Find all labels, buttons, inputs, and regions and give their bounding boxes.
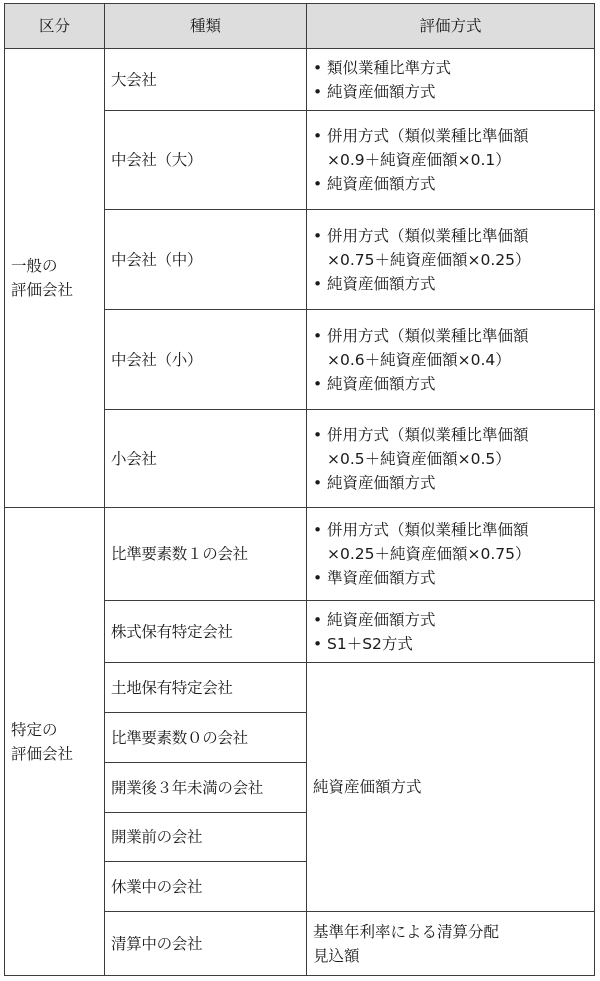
shared-method-cell: 純資産価額方式 [307,663,595,912]
method-list [313,324,588,396]
method-cell [307,601,595,663]
type-cell: 清算中の会社 [105,912,307,976]
method-cell [307,111,595,210]
method-item: • 併用方式（類似業種比準価額 ×0.25＋純資産価額×0.75） [313,518,588,566]
type-cell: 土地保有特定会社 [105,663,307,713]
method-item: • 準資産価額方式 [313,566,588,590]
header-category: 区分 [5,4,105,49]
method-list [313,124,588,196]
method-item: • 併用方式（類似業種比準価額 ×0.9＋純資産価額×0.1） [313,124,588,172]
header-method: 評価方式 [307,4,595,49]
method-cell [307,310,595,410]
method-list [313,608,588,656]
type-cell: 開業後３年未満の会社 [105,763,307,813]
type-cell: 中会社（小） [105,310,307,410]
type-cell: 株式保有特定会社 [105,601,307,663]
type-cell: 開業前の会社 [105,813,307,862]
method-item: • 併用方式（類似業種比準価額 ×0.6＋純資産価額×0.4） [313,324,588,372]
method-item: • 純資産価額方式 [313,172,588,196]
type-cell: 小会社 [105,410,307,508]
type-cell: 中会社（大） [105,111,307,210]
method-cell [307,210,595,310]
method-item: • 併用方式（類似業種比準価額 ×0.75＋純資産価額×0.25） [313,224,588,272]
method-item: • 類似業種比準方式 [313,56,588,80]
method-item: • 純資産価額方式 [313,372,588,396]
header-row [5,4,595,49]
method-list [313,423,588,495]
table-row [5,508,595,601]
type-cell: 大会社 [105,49,307,111]
liquidation-method-cell: 基準年利率による清算分配 見込額 [307,912,595,976]
method-item: • 併用方式（類似業種比準価額 ×0.5＋純資産価額×0.5） [313,423,588,471]
method-item: • S1＋S2方式 [313,632,588,656]
type-cell: 比準要素数０の会社 [105,713,307,763]
type-cell: 休業中の会社 [105,862,307,912]
method-item: • 純資産価額方式 [313,608,588,632]
type-cell: 中会社（中） [105,210,307,310]
method-cell [307,508,595,601]
table-row [5,49,595,111]
method-item: • 純資産価額方式 [313,80,588,104]
method-list [313,224,588,296]
method-cell [307,410,595,508]
method-list [313,56,588,104]
category-general: 一般の 評価会社 [5,49,105,508]
method-list [313,518,588,590]
valuation-table [4,3,595,976]
method-item: • 純資産価額方式 [313,272,588,296]
category-special: 特定の 評価会社 [5,508,105,976]
type-cell: 比準要素数１の会社 [105,508,307,601]
method-item: • 純資産価額方式 [313,471,588,495]
method-cell [307,49,595,111]
header-type: 種類 [105,4,307,49]
